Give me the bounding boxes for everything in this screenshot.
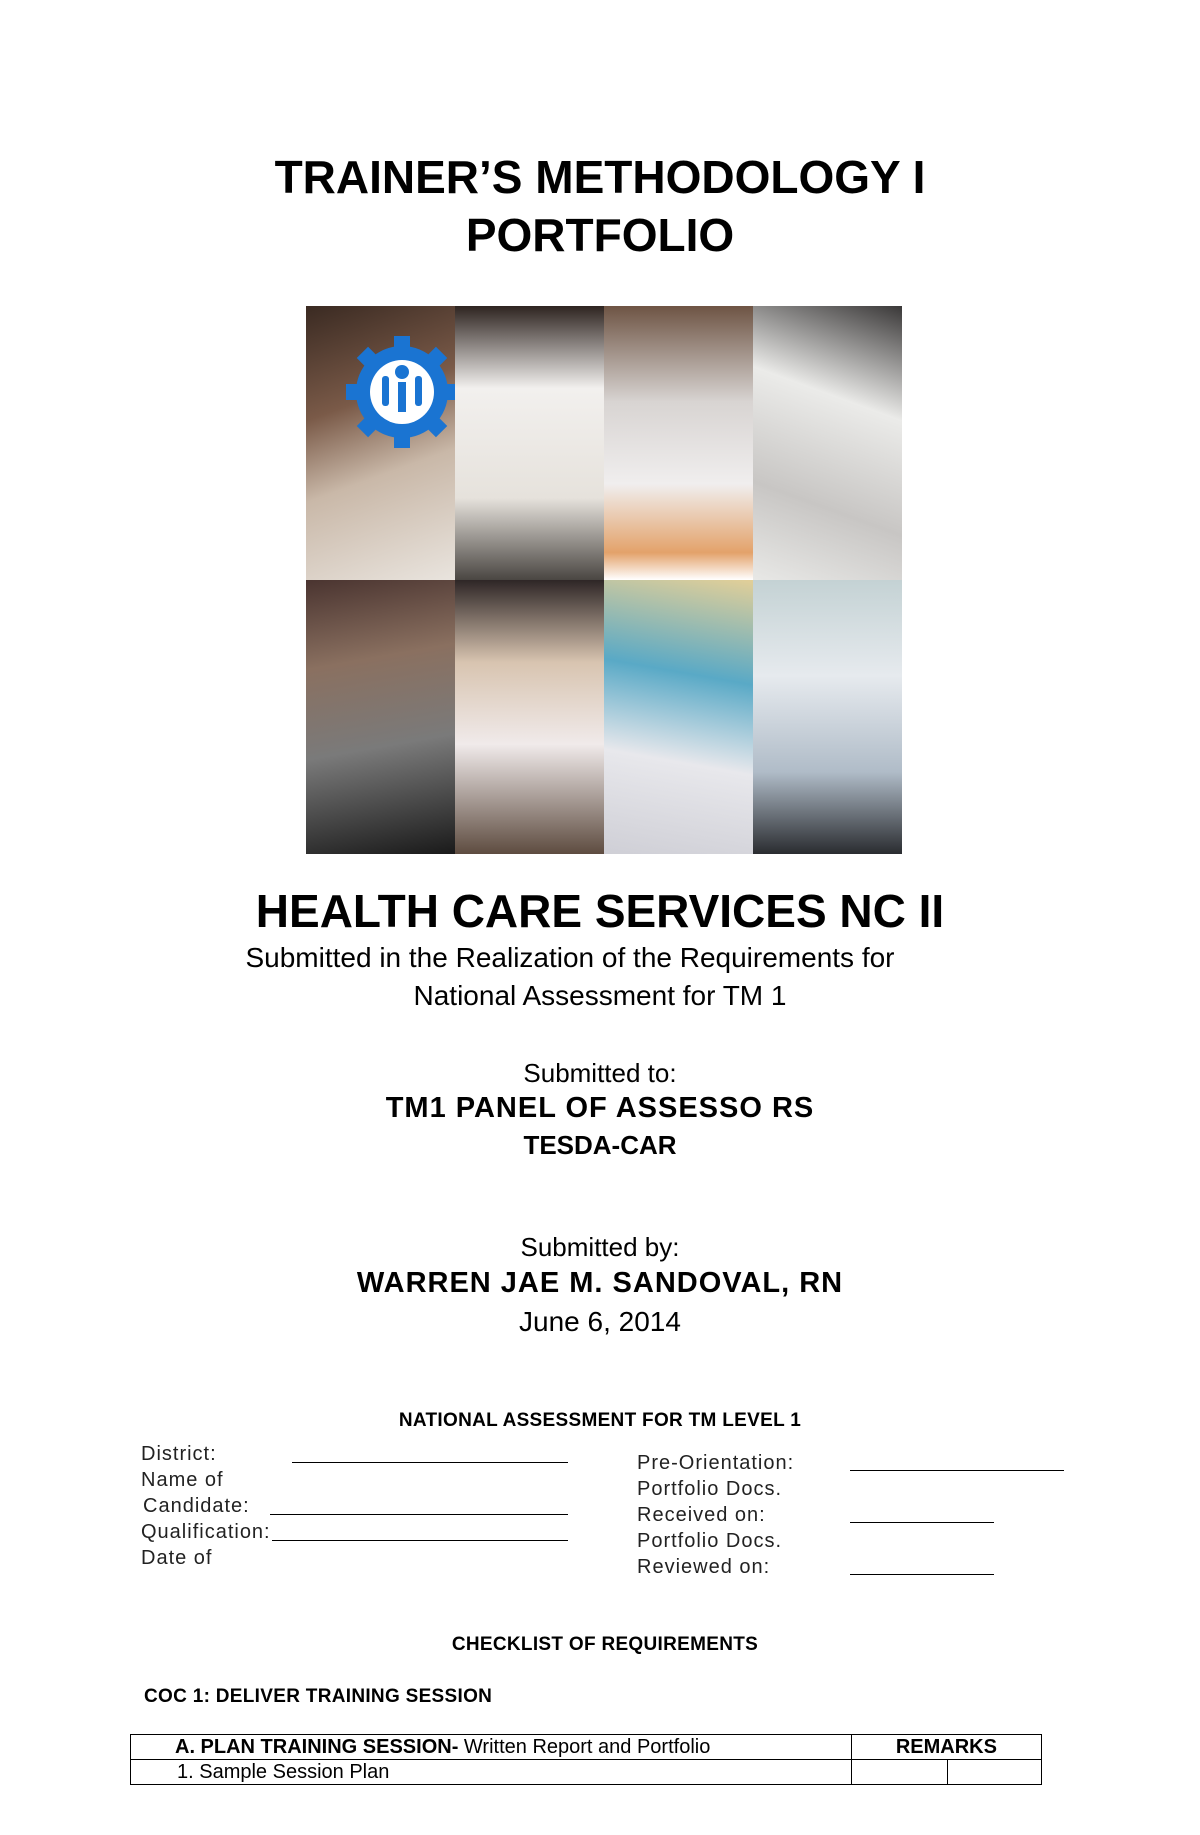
table-header-bold: A. PLAN TRAINING SESSION-	[175, 1735, 459, 1758]
collage-photo-4	[753, 306, 902, 580]
collage-photo-7	[604, 580, 753, 854]
healthcare-photo-collage	[306, 306, 902, 854]
collage-photo-6	[455, 580, 604, 854]
received-on-label: Received on:	[637, 1504, 766, 1526]
collage-photo-8	[753, 580, 902, 854]
collage-photo-5	[306, 580, 455, 854]
remarks-header: REMARKS	[851, 1735, 1041, 1760]
name-of-label: Name of	[141, 1469, 224, 1491]
qualification-label: Qualification:	[141, 1521, 271, 1543]
table-header-row	[131, 1735, 1042, 1760]
subtitle-line-1: Submitted in the Realization of the Requirements for	[245, 942, 895, 973]
tesda-logo-icon	[342, 332, 455, 452]
remarks-cell-1[interactable]	[851, 1760, 947, 1785]
checklist-heading: CHECKLIST OF REQUIREMENTS	[451, 1634, 759, 1655]
document-title	[0, 148, 1200, 264]
submitted-to-label: Submitted to:	[523, 1058, 677, 1088]
qualification-field[interactable]	[272, 1540, 568, 1541]
requirement-cell: 1. Sample Session Plan	[131, 1760, 852, 1785]
table-header-rest: Written Report and Portfolio	[458, 1735, 711, 1758]
submission-date: June 6, 2014	[519, 1306, 681, 1337]
requirements-table	[130, 1734, 1042, 1785]
collage-photo-1	[306, 306, 455, 580]
portfolio-docs-reviewed-label: Portfolio Docs.	[637, 1530, 783, 1552]
assessment-heading: NATIONAL ASSESSMENT FOR TM LEVEL 1	[398, 1410, 802, 1431]
submitted-by-label: Submitted by:	[520, 1232, 680, 1262]
table-row	[131, 1760, 1042, 1785]
candidate-label: Candidate:	[143, 1495, 250, 1517]
subtitle-line-2: National Assessment for TM 1	[413, 980, 787, 1011]
candidate-field[interactable]	[270, 1514, 568, 1515]
submitted-to-org: TESDA-CAR	[523, 1130, 677, 1160]
date-of-label: Date of	[141, 1547, 213, 1569]
qualification-heading: HEALTH CARE SERVICES NC II	[255, 885, 945, 937]
district-label: District:	[141, 1443, 217, 1465]
received-on-field[interactable]	[850, 1522, 994, 1523]
portfolio-docs-received-label: Portfolio Docs.	[637, 1478, 783, 1500]
title-line-2: PORTFOLIO	[465, 209, 735, 261]
coc-heading: COC 1: DELIVER TRAINING SESSION	[144, 1686, 493, 1707]
pre-orientation-field[interactable]	[850, 1470, 1064, 1471]
collage-photo-2	[455, 306, 604, 580]
collage-photo-3	[604, 306, 753, 580]
reviewed-on-label: Reviewed on:	[637, 1556, 771, 1578]
pre-orientation-label: Pre-Orientation:	[637, 1452, 795, 1474]
submitted-by-name: WARREN JAE M. SANDOVAL, RN	[356, 1267, 844, 1299]
submitted-to-name: TM1 PANEL OF ASSESSO RS	[385, 1092, 815, 1124]
remarks-cell-2[interactable]	[947, 1760, 1041, 1785]
title-line-1: TRAINER’S METHODOLOGY I	[274, 151, 926, 203]
reviewed-on-field[interactable]	[850, 1574, 994, 1575]
table-header-cell	[131, 1735, 852, 1760]
district-field[interactable]	[292, 1462, 568, 1463]
